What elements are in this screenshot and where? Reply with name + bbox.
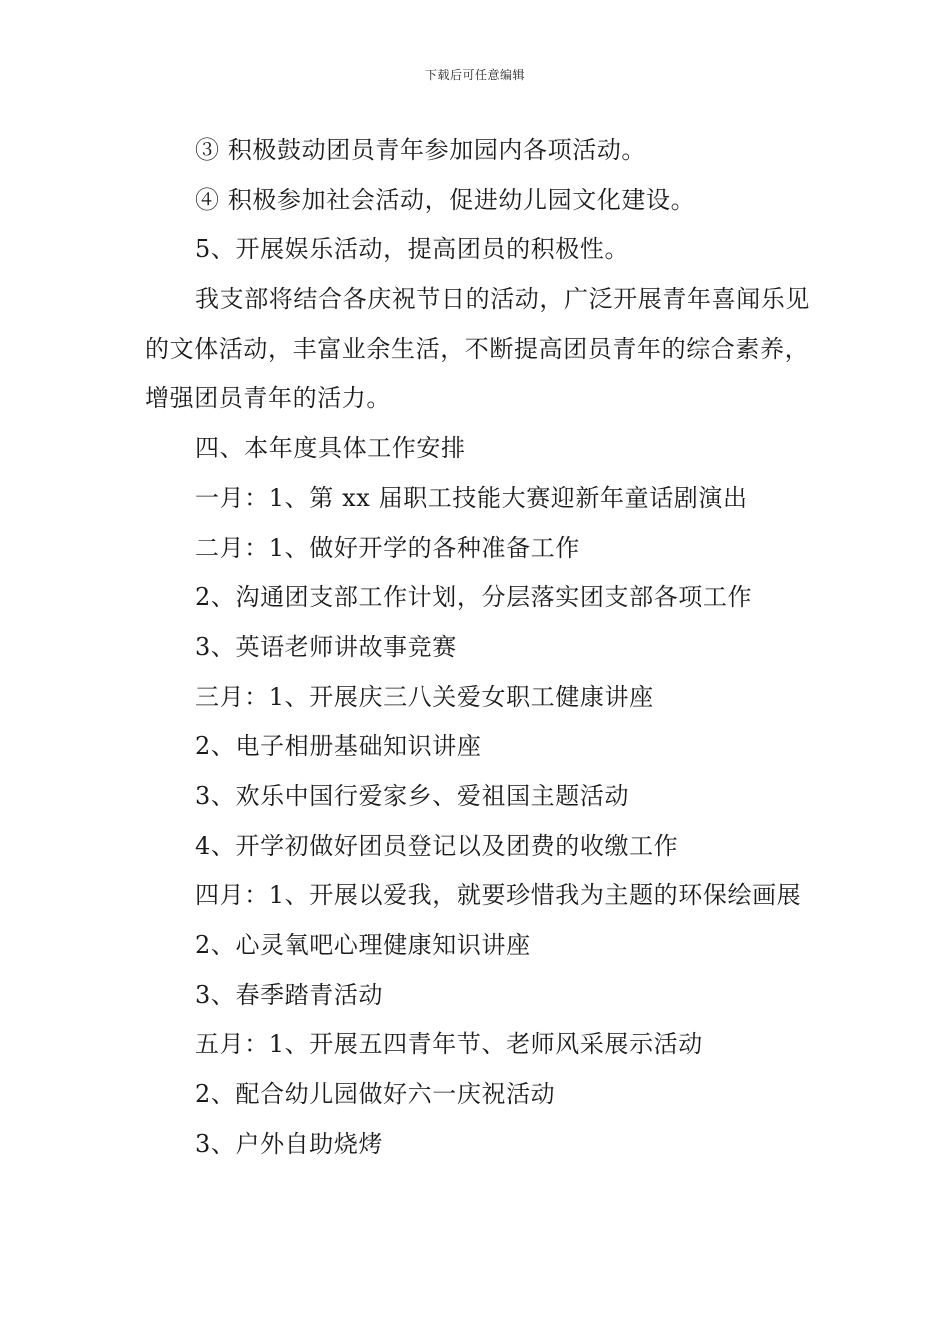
schedule-item: 3、春季踏青活动 xyxy=(195,980,384,1009)
schedule-item: 一月：1、第 xx 届职工技能大赛迎新年童话剧演出 xyxy=(195,483,748,512)
schedule-item: 3、欢乐中国行爱家乡、爱祖国主题活动 xyxy=(195,781,630,810)
schedule-item: 三月：1、开展庆三八关爱女职工健康讲座 xyxy=(195,682,654,711)
schedule-item: 四月：1、开展以爱我，就要珍惜我为主题的环保绘画展 xyxy=(195,881,802,910)
schedule-item: 二月：1、做好开学的各种准备工作 xyxy=(195,533,580,562)
document-body xyxy=(145,126,813,1170)
section-heading: 四、本年度具体工作安排 xyxy=(195,434,466,463)
header-note: 下载后可任意编辑 xyxy=(424,68,525,82)
list-item: ③ 积极鼓动团员青年参加园内各项活动。 xyxy=(195,136,647,164)
schedule-item: 4、开学初做好团员登记以及团费的收缴工作 xyxy=(195,831,679,860)
schedule-item: 2、沟通团支部工作计划，分层落实团支部各项工作 xyxy=(195,583,753,612)
schedule-item: 五月：1、开展五四青年节、老师风采展示活动 xyxy=(195,1030,703,1059)
list-item: 5、开展娱乐活动，提高团员的积极性。 xyxy=(195,235,630,264)
schedule-item: 2、配合幼儿园做好六一庆祝活动 xyxy=(195,1080,556,1109)
list-item: ④ 积极参加社会活动，促进幼儿园文化建设。 xyxy=(195,185,696,214)
schedule-item: 3、英语老师讲故事竞赛 xyxy=(195,632,457,661)
body-paragraph: 我支部将结合各庆祝节日的活动，广泛开展青年喜闻乐见的文体活动，丰富业余生活，不断提高团员青年的综合素养，增强团员青年的活力。 xyxy=(145,285,810,413)
schedule-item: 3、户外自助烧烤 xyxy=(195,1129,384,1158)
schedule-item: 2、电子相册基础知识讲座 xyxy=(195,732,482,761)
schedule-item: 2、心灵氧吧心理健康知识讲座 xyxy=(195,931,531,960)
